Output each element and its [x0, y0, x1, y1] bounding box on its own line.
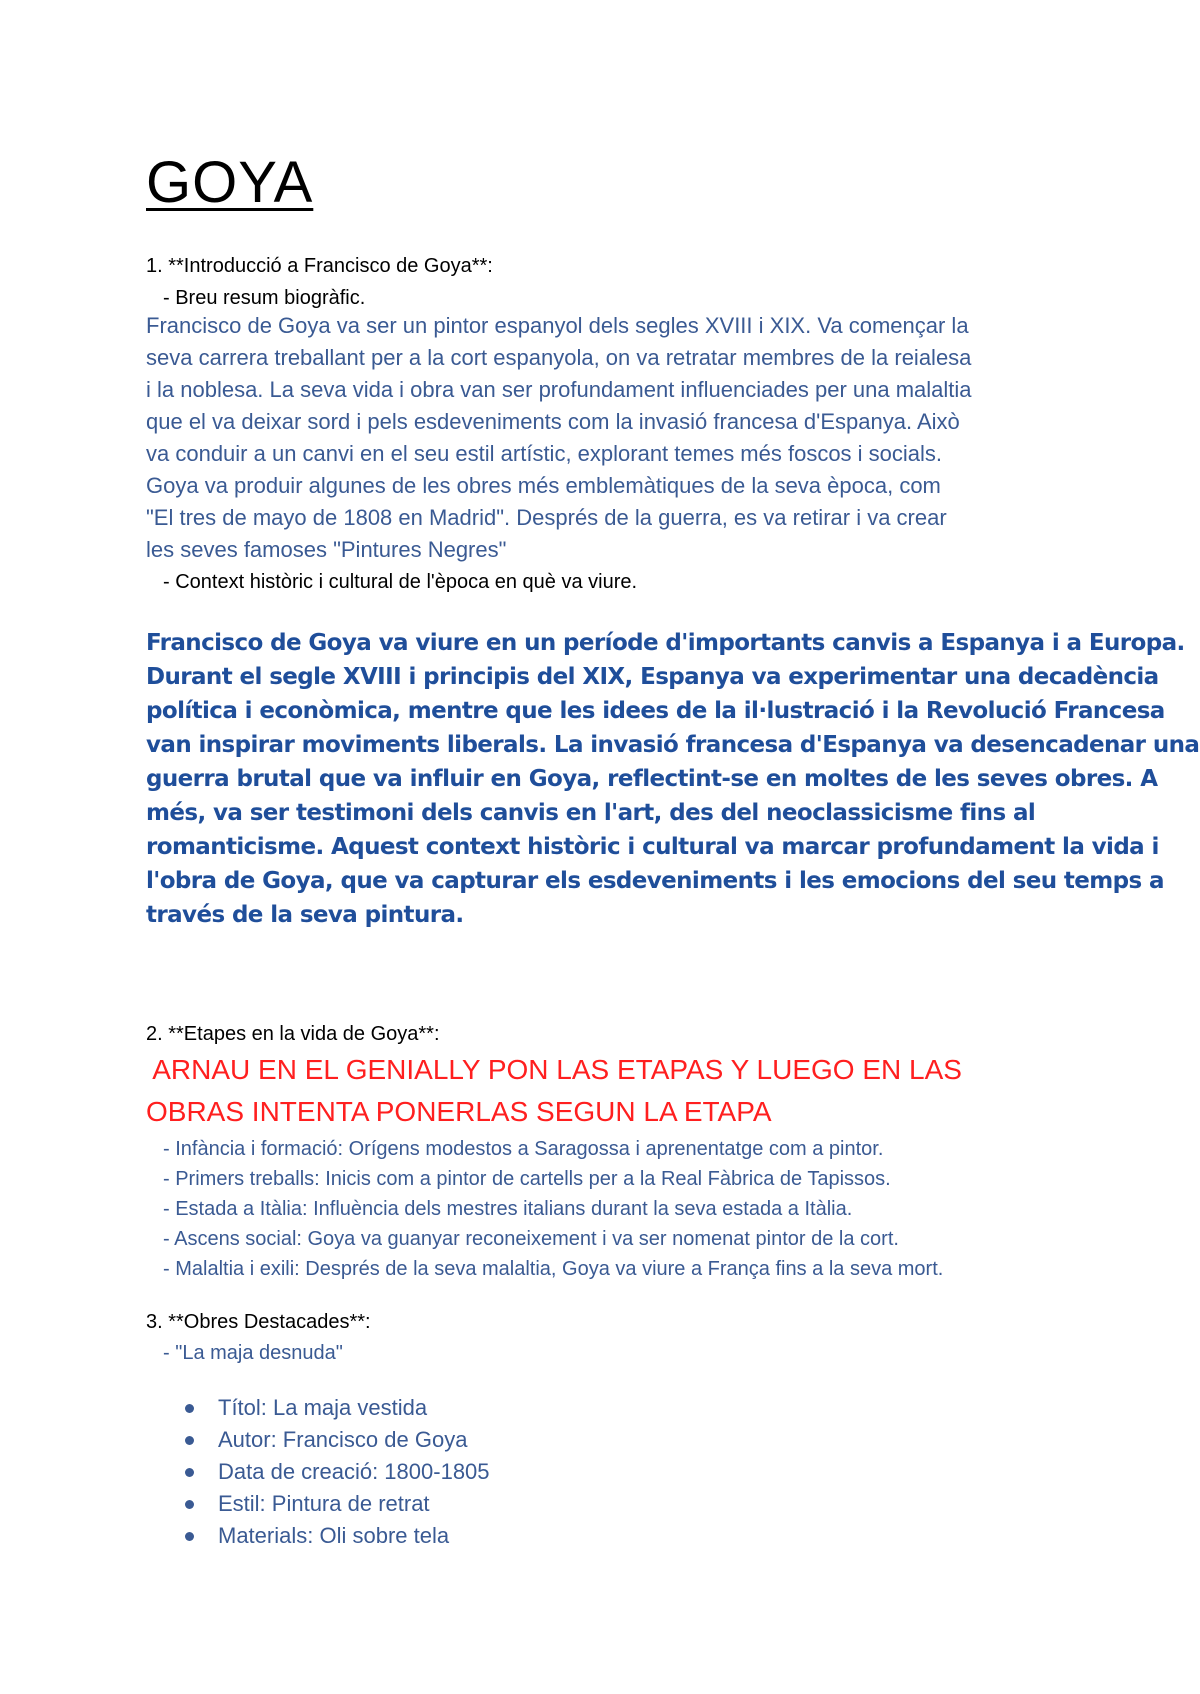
- section-2-heading: 2. **Etapes en la vida de Goya**:: [146, 1023, 440, 1045]
- paragraph-line: Francisco de Goya va ser un pintor espanyol dels segles XVIII i XIX. Va començar la: [146, 313, 969, 338]
- paragraph-line: Durant el segle XVIII i principis del XIX, Espanya va experimentar una decadència: [146, 664, 1159, 690]
- paragraph-line: romanticisme. Aquest context històric i cultural va marcar profundament la vida i: [146, 834, 1159, 860]
- phase-item: - Ascens social: Goya va guanyar reconeixement i va ser nomenat pintor de la cort.: [163, 1228, 899, 1250]
- paragraph-line: "El tres de mayo de 1808 en Madrid". Després de la guerra, es va retirar i va crear: [146, 505, 947, 530]
- bullet-icon: [185, 1436, 194, 1445]
- bullet-icon: [185, 1532, 194, 1541]
- paragraph-line: l'obra de Goya, que va capturar els esdeveniments i les emocions del seu temps a: [146, 868, 1164, 894]
- section-1-subheading-bio: - Breu resum biogràfic.: [163, 287, 366, 309]
- detail-text: Títol: La maja vestida: [218, 1395, 428, 1420]
- paragraph-line: i la noblesa. La seva vida i obra van ser profundament influenciades per una malaltia: [146, 377, 972, 402]
- phase-item: - Primers treballs: Inicis com a pintor de cartells per a la Real Fàbrica de Tapissos.: [163, 1168, 891, 1190]
- bullet-icon: [185, 1500, 194, 1509]
- page-title: GOYA: [146, 150, 314, 215]
- list-item: [185, 1488, 490, 1520]
- list-item: [185, 1456, 490, 1488]
- phase-item: - Estada a Itàlia: Influència dels mestres italians durant la seva estada a Itàlia.: [163, 1198, 853, 1220]
- phase-item: - Malaltia i exili: Després de la seva malaltia, Goya va viure a França fins a la seva mort.: [163, 1258, 944, 1280]
- phase-item: - Infància i formació: Orígens modestos a Saragossa i aprenentatge com a pintor.: [163, 1138, 884, 1160]
- note-line: OBRAS INTENTA PONERLAS SEGUN LA ETAPA: [146, 1096, 772, 1127]
- note-line: ARNAU EN EL GENIALLY PON LAS ETAPAS Y LUEGO EN LAS: [146, 1054, 962, 1085]
- detail-text: Estil: Pintura de retrat: [218, 1491, 430, 1516]
- section-1-heading: 1. **Introducció a Francisco de Goya**:: [146, 255, 493, 277]
- section-1-subheading-context: - Context històric i cultural de l'època en què va viure.: [163, 571, 638, 593]
- paragraph-line: guerra brutal que va influir en Goya, reflectint-se en moltes de les seves obres. A: [146, 766, 1158, 792]
- list-item: [185, 1392, 490, 1424]
- section-3-heading: 3. **Obres Destacades**:: [146, 1311, 371, 1333]
- artwork-title: - "La maja desnuda": [163, 1342, 343, 1364]
- paragraph-line: que el va deixar sord i pels esdeveniments com la invasió francesa d'Espanya. Això: [146, 409, 960, 434]
- paragraph-line: va conduir a un canvi en el seu estil artístic, explorant temes més foscos i socials.: [146, 441, 943, 466]
- bullet-icon: [185, 1404, 194, 1413]
- list-item: [185, 1424, 490, 1456]
- list-item: [185, 1520, 490, 1552]
- detail-text: Autor: Francisco de Goya: [218, 1427, 468, 1452]
- paragraph-line: través de la seva pintura.: [146, 902, 464, 928]
- paragraph-line: política i econòmica, mentre que les idees de la il·lustració i la Revolució Francesa: [146, 698, 1165, 724]
- paragraph-line: Goya va produir algunes de les obres més emblemàtiques de la seva època, com: [146, 473, 941, 498]
- paragraph-line: van inspirar moviments liberals. La invasió francesa d'Espanya va desencadenar una: [146, 732, 1200, 758]
- bullet-icon: [185, 1468, 194, 1477]
- detail-text: Materials: Oli sobre tela: [218, 1523, 450, 1548]
- paragraph-line: Francisco de Goya va viure en un període d'importants canvis a Espanya i a Europa.: [146, 630, 1185, 656]
- artwork-details-list: [185, 1392, 490, 1552]
- paragraph-line: més, va ser testimoni dels canvis en l'art, des del neoclassicisme fins al: [146, 800, 1036, 826]
- detail-text: Data de creació: 1800-1805: [218, 1459, 490, 1484]
- paragraph-line: seva carrera treballant per a la cort espanyola, on va retratar membres de la reialesa: [146, 345, 972, 370]
- paragraph-line: les seves famoses "Pintures Negres": [146, 537, 507, 562]
